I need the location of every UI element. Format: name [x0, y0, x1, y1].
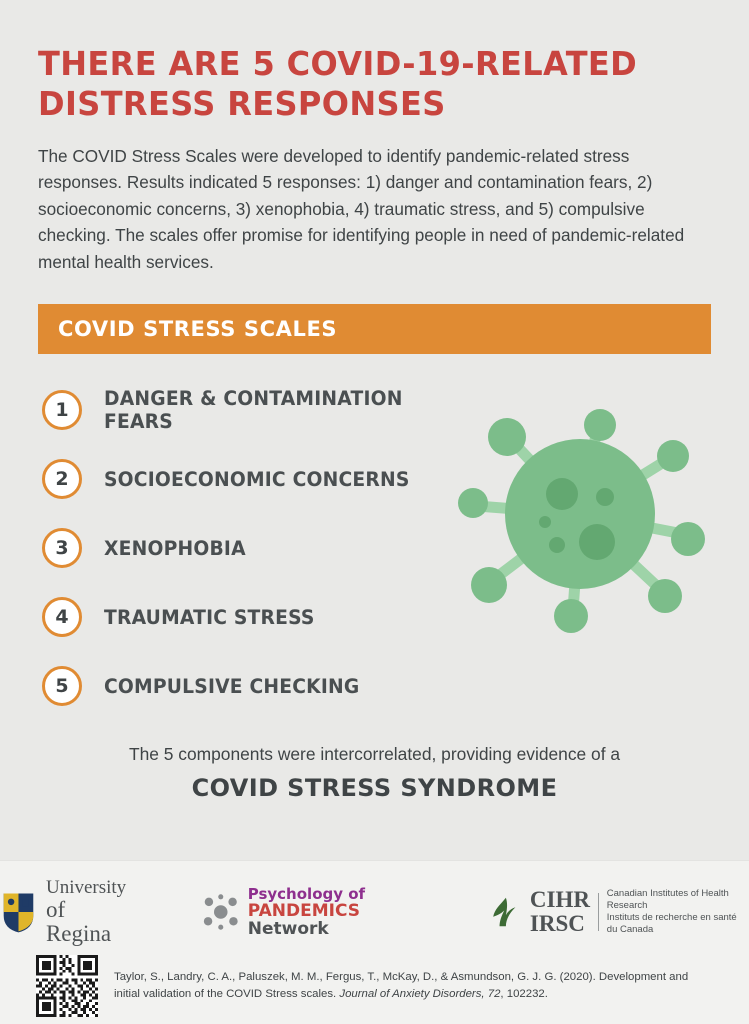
divider: [598, 893, 599, 931]
cihr-desc-en: Canadian Institutes of Health Research: [606, 887, 729, 911]
page-title: THERE ARE 5 COVID-19-RELATED DISTRESS RESPONSES: [38, 44, 638, 124]
logo-line-1: Psychology of: [247, 884, 366, 903]
list-item: [42, 445, 462, 514]
intro-paragraph: The COVID Stress Scales were developed to identify pandemic-related stress responses. Results indicated 5 responses: 1) danger and contamination fears, 2) socioeconomic concerns, 3) xenophobia, 4) traumatic stress, and 5) compulsive checking. The scales offer promise for identifying people in need of pandemic-related mental health services.: [38, 145, 685, 273]
citation-part-1: Taylor, S., Landry, C. A., Paluszek, M. M., Fergus, T., McKay, D., & Asmundson, G. J. G. (2020). Development and initial validation of the COVID Stress scales.: [114, 970, 689, 1000]
section-header-covid-stress-scales: COVID STRESS SCALES: [38, 304, 711, 354]
university-of-regina-logo: [0, 878, 129, 946]
item-label: COMPULSIVE CHECKING: [104, 674, 360, 698]
ppn-wordmark: [248, 886, 416, 939]
item-number-badge: 3: [42, 528, 82, 568]
scales-body: [38, 370, 711, 721]
cihr-line-2: IRSC: [529, 911, 585, 936]
list-item: [42, 652, 462, 721]
list-item: [42, 376, 462, 445]
poster-footer: [0, 860, 749, 1024]
crest-icon: [0, 888, 37, 936]
university-of-regina-wordmark: [46, 878, 129, 946]
item-label: XENOPHOBIA: [104, 536, 246, 560]
psychology-of-pandemics-network-logo: [203, 886, 416, 939]
cihr-acronym: [530, 888, 590, 936]
item-label: TRAUMATIC STRESS: [104, 605, 315, 629]
logo-row: [0, 861, 749, 955]
list-item: [42, 514, 462, 583]
cihr-description: [607, 888, 749, 937]
cihr-leaf-icon: [490, 892, 522, 932]
logo-line-1: University: [45, 876, 127, 898]
item-number-badge: 1: [42, 390, 82, 430]
logo-line-2: of Regina: [45, 896, 112, 946]
item-label: SOCIOECONOMIC CONCERNS: [104, 467, 410, 491]
item-number-badge: 2: [42, 459, 82, 499]
stress-scales-list: [38, 370, 462, 721]
coronavirus-icon: [445, 382, 715, 652]
closing-line-1: The 5 components were intercorrelated, providing evidence of a: [128, 743, 621, 764]
cihr-line-1: CIHR: [529, 887, 590, 913]
logo-line-2: [248, 902, 416, 939]
item-number-badge: 5: [42, 666, 82, 706]
citation-text: [114, 969, 713, 1004]
list-item: [42, 583, 462, 652]
cihr-desc-fr: Instituts de recherche en santé du Canada: [606, 912, 737, 936]
qr-code-icon[interactable]: [36, 955, 98, 1017]
citation-row: [0, 955, 749, 1017]
cihr-irsc-logo: [490, 888, 749, 937]
item-number-badge: 4: [42, 597, 82, 637]
ppn-pandemics-text: PANDEMICS: [247, 900, 361, 921]
item-label: DANGER & CONTAMINATION FEARS: [104, 387, 403, 434]
citation-part-2: , 102232.: [500, 988, 548, 1000]
closing-statement: [38, 741, 711, 802]
citation-journal: Journal of Anxiety Disorders, 72: [339, 988, 501, 1000]
network-nodes-icon: [203, 891, 239, 933]
ppn-network-text: Network: [247, 919, 329, 940]
closing-line-2: COVID STRESS SYNDROME: [191, 773, 558, 802]
